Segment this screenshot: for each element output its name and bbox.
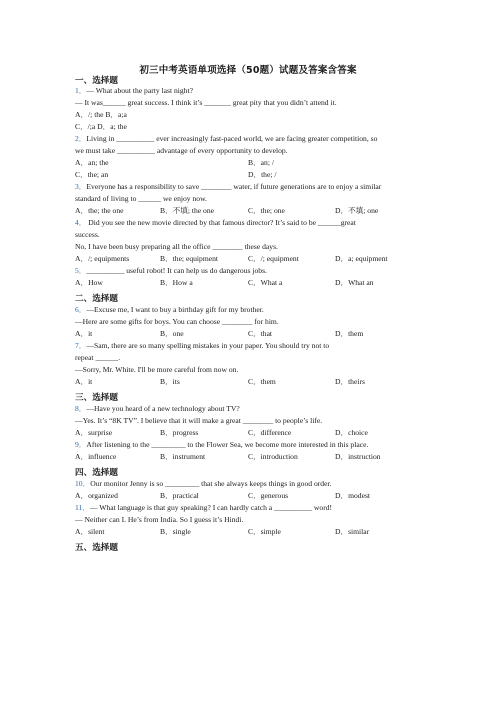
question-text: —Sam, there are so many spelling mistakes in your paper. You should try not to — [86, 341, 330, 350]
option-b: B．single — [160, 527, 191, 536]
question-text: — What language is that guy speaking? I can hardly catch a __________ word! — [89, 503, 333, 512]
question-text: —Have you heard of a new technology about TV? — [86, 404, 240, 413]
option-row: A．/; the B．a;a — [75, 110, 127, 119]
question-text: repeat ______. — [75, 353, 121, 362]
option-d: D．What an — [335, 278, 374, 287]
option-d: D．the; / — [248, 170, 277, 179]
question-11 — [75, 503, 332, 513]
question-number: 9． — [75, 440, 87, 449]
option-d: D．theirs — [335, 377, 365, 386]
option-a: A．surprise — [75, 428, 113, 437]
option-c: C．the; one — [248, 206, 285, 215]
question-text: we must take __________ advantage of every opportunity to develop. — [75, 146, 288, 155]
section-heading: 五、选择题 — [75, 543, 118, 553]
question-text: —Here are some gifts for boys. You can choose ________ for him. — [75, 317, 279, 326]
section-heading: 二、选择题 — [75, 294, 118, 304]
question-number: 5． — [75, 266, 87, 275]
option-c: C．the; an — [75, 170, 109, 179]
option-a: A．it — [75, 329, 93, 338]
option-d: D．them — [335, 329, 364, 338]
question-number: 7． — [75, 341, 87, 350]
question-text: Our monitor Jenny is so _________ that she always keeps things in good order. — [90, 479, 332, 488]
question-text: Everyone has a responsibility to save ________ water, if future generations are to enjoy a similar — [86, 182, 382, 191]
option-a: A．/; equipments — [75, 254, 130, 263]
question-text: — What about the party last night? — [86, 86, 193, 95]
option-d: D．a; equipment — [335, 254, 388, 263]
option-c: C．them — [248, 377, 276, 386]
question-number: 10． — [75, 479, 91, 488]
question-text: Did you see the new movie directed by that famous director? It’s said to be ______great — [86, 218, 356, 227]
question-text: After listening to the _________ to the Flower Sea, we become more interested in this place. — [86, 440, 369, 449]
question-number: 6． — [75, 305, 87, 314]
option-c: C．simple — [248, 527, 281, 536]
option-b: B．practical — [160, 491, 199, 500]
option-a: A．silent — [75, 527, 105, 536]
section-heading: 三、选择题 — [75, 393, 118, 403]
option-b: B．How a — [160, 278, 193, 287]
question-6 — [75, 305, 264, 315]
option-c: C．difference — [248, 428, 292, 437]
option-a: A．the; the one — [75, 206, 124, 215]
question-8 — [75, 404, 240, 414]
option-c: C．introduction — [248, 452, 298, 461]
option-c: C．What a — [248, 278, 283, 287]
option-b: B．instrument — [160, 452, 206, 461]
option-b: B．its — [160, 377, 180, 386]
question-number: 4． — [75, 218, 87, 227]
question-text: success. — [75, 230, 100, 239]
option-c: C．generous — [248, 491, 289, 500]
question-4 — [75, 218, 356, 228]
option-a: A．organized — [75, 491, 118, 500]
option-b: B．progress — [160, 428, 199, 437]
question-3 — [75, 182, 381, 192]
option-c: C．/; equipment — [248, 254, 299, 263]
question-1 — [75, 86, 193, 96]
question-number: 8． — [75, 404, 87, 413]
question-text: —Yes. It’s “8K TV”. I believe that it will make a great ________ to people’s life. — [75, 416, 323, 425]
question-text: —Sorry, Mr. White. I'll be more careful from now on. — [75, 365, 239, 374]
question-2 — [75, 134, 377, 144]
option-b: B．the; equipment — [160, 254, 218, 263]
question-text: — It was______ great success. I think it’s _______ great pity that you didn’t attend it. — [75, 98, 337, 107]
question-text: standard of living to ______ we enjoy now. — [75, 194, 207, 203]
question-text: __________ useful robot! It can help us do dangerous jobs. — [86, 266, 267, 275]
option-d: D．modest — [335, 491, 371, 500]
question-number: 11． — [75, 503, 90, 512]
question-9 — [75, 440, 368, 450]
question-text: No, I have been busy preparing all the office ________ these days. — [75, 242, 278, 251]
option-c: C．that — [248, 329, 273, 338]
option-a: A．influence — [75, 452, 117, 461]
option-b: B．one — [160, 329, 184, 338]
question-text: —Excuse me, I want to buy a birthday gift for my brother. — [86, 305, 264, 314]
option-d: D．instruction — [335, 452, 381, 461]
section-heading: 一、选择题 — [75, 76, 118, 86]
question-number: 1． — [75, 86, 87, 95]
option-b: B．不填; the one — [160, 206, 214, 215]
question-number: 3． — [75, 182, 87, 191]
option-a: A．it — [75, 377, 93, 386]
question-text: Living in __________ ever increasingly fast-paced world, we are facing greater competition, so — [86, 134, 378, 143]
option-b: B．an; / — [248, 158, 274, 167]
question-text: — Neither can I. He’s from India. So I guess it’s Hindi. — [75, 515, 244, 524]
option-d: D．不填; one — [335, 206, 379, 215]
option-row: C．/;a D．a; the — [75, 122, 127, 131]
option-d: D．similar — [335, 527, 370, 536]
question-number: 2． — [75, 134, 87, 143]
question-7 — [75, 341, 329, 351]
option-a: A．an; the — [75, 158, 109, 167]
page-title: 初三中考英语单项选择（50题）试题及答案含答案 — [139, 65, 357, 76]
section-heading: 四、选择题 — [75, 468, 118, 478]
option-a: A．How — [75, 278, 103, 287]
question-10 — [75, 479, 331, 489]
question-5 — [75, 266, 267, 276]
option-d: D．choice — [335, 428, 368, 437]
